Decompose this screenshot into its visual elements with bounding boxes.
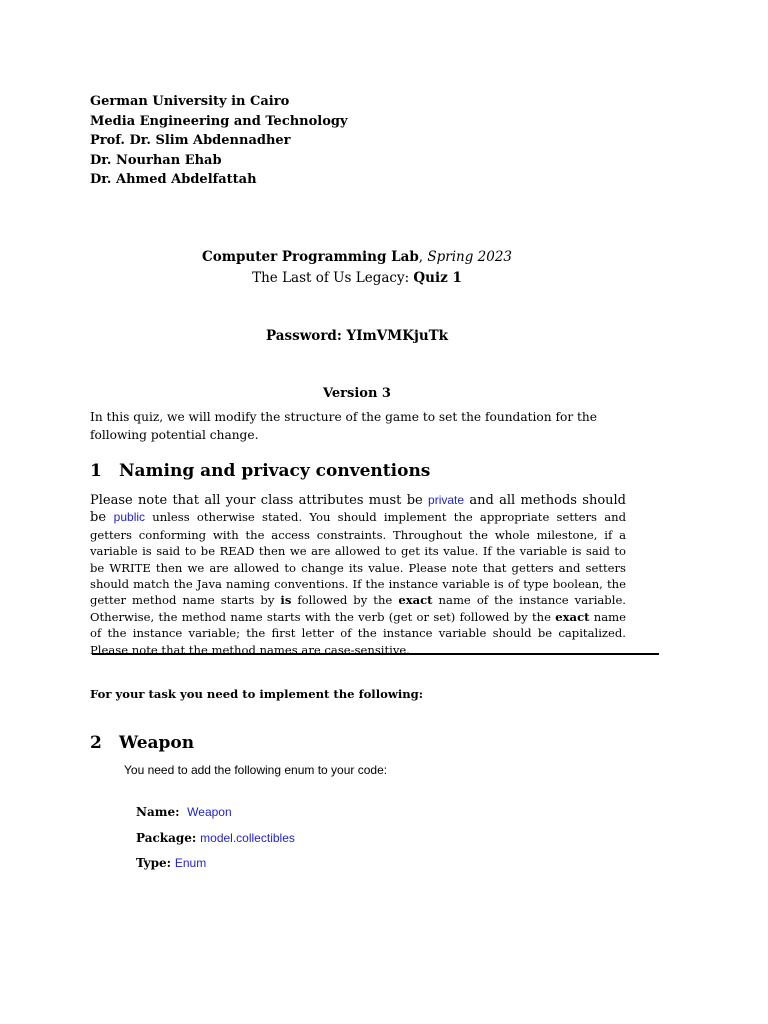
intro-paragraph: In this quiz, we will modify the structure of the game to set the foundation for the following potential change. bbox=[90, 410, 597, 442]
spec-row-package bbox=[136, 831, 295, 845]
section-title: Naming and privacy conventions bbox=[119, 461, 431, 481]
keyword-exact-1: exact bbox=[398, 593, 433, 608]
section-number: 1 bbox=[90, 461, 102, 481]
spec-label-package: Package: bbox=[136, 831, 197, 845]
header-line-university: German University in Cairo bbox=[90, 94, 290, 109]
spec-value-name: Weapon bbox=[187, 805, 232, 819]
section-heading-naming bbox=[90, 461, 430, 481]
conventions-body-4: name of the instance variable; the first letter of the instance variable should be capitalized. Please note that the method names are case-sensitive. bbox=[90, 609, 626, 657]
task-intro: For your task you need to implement the following: bbox=[90, 687, 424, 701]
spec-value-type: Enum bbox=[174, 856, 207, 870]
keyword-private: private bbox=[428, 493, 465, 507]
version-label: Version 3 bbox=[323, 386, 391, 401]
section-heading-weapon bbox=[90, 733, 194, 753]
conventions-body-2: followed by the bbox=[291, 593, 399, 608]
conventions-lead: Please note that all your class attributes must be bbox=[90, 493, 429, 508]
password-line: Password: YImVMKjuTk bbox=[265, 328, 449, 344]
conventions-body-1: unless otherwise stated. You should implement the appropriate setters and getters conforming with the access constraints. Throughout the whole milestone, if a variable is said to be READ then we are allowed to get its value. If the variable is said to be WRITE then we are allowed to change its value. Please note that getters and setters should match the Java naming conventions. If the instance variable is of type boolean, the getter method name starts by bbox=[90, 510, 626, 608]
spec-label-name: Name: bbox=[136, 805, 180, 819]
horizontal-divider bbox=[92, 653, 659, 655]
quiz-label: Quiz 1 bbox=[413, 270, 462, 286]
quiz-prefix: The Last of Us Legacy: bbox=[252, 270, 414, 286]
conventions-paragraph bbox=[90, 492, 626, 658]
section-number: 2 bbox=[90, 733, 102, 753]
keyword-exact-2: exact bbox=[555, 609, 590, 624]
quiz-title bbox=[0, 270, 714, 286]
conventions-middle: and all methods should be bbox=[90, 493, 626, 526]
conventions-body-3: name of the instance variable. Otherwise, the method name starts with the verb (get or set) followed by the bbox=[90, 593, 626, 624]
header-line-professor: Prof. Dr. Slim Abdennadher bbox=[90, 133, 291, 148]
keyword-is: is bbox=[280, 593, 292, 608]
university-header bbox=[90, 92, 348, 190]
spec-row-type bbox=[136, 856, 206, 870]
course-title bbox=[0, 249, 714, 265]
header-line-instructor-2: Dr. Ahmed Abdelfattah bbox=[90, 172, 257, 187]
spec-row-name bbox=[136, 805, 232, 819]
keyword-public: public bbox=[113, 510, 146, 525]
header-line-instructor-1: Dr. Nourhan Ehab bbox=[90, 152, 222, 168]
spec-value-package: model.collectibles bbox=[200, 831, 295, 845]
course-name: Computer Programming Lab bbox=[201, 249, 419, 265]
header-line-faculty: Media Engineering and Technology bbox=[90, 113, 348, 129]
enum-intro: You need to add the following enum to your code: bbox=[124, 763, 388, 777]
spec-label-type: Type: bbox=[136, 856, 172, 870]
course-separator: , bbox=[418, 249, 428, 265]
course-term: Spring 2023 bbox=[427, 249, 513, 265]
section-title: Weapon bbox=[119, 733, 195, 753]
